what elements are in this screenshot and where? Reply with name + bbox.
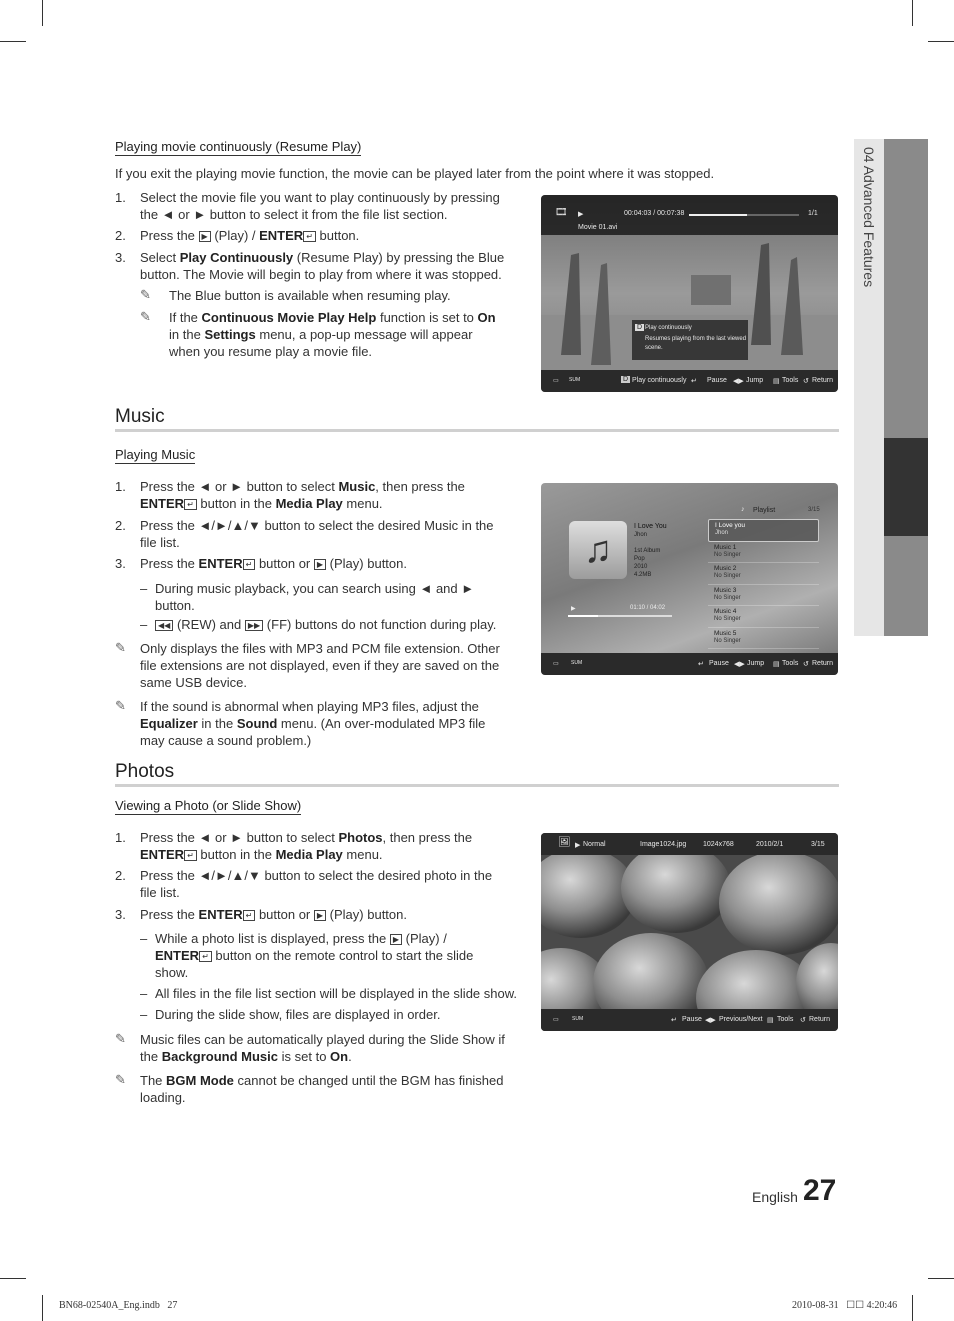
text: Press the ◄/►/▲/▼ button to select the desired Music in the bbox=[140, 518, 494, 533]
text: Play Continuously bbox=[179, 250, 294, 265]
text: (Play) button. bbox=[329, 907, 407, 922]
text: may cause a sound problem.) bbox=[140, 733, 312, 748]
text: loading. bbox=[140, 1090, 186, 1105]
song-size: 4.2MB bbox=[634, 572, 652, 578]
text: show. bbox=[155, 965, 189, 980]
sum-label: SUM bbox=[571, 660, 583, 666]
music-note-icon: ♫ bbox=[569, 521, 627, 579]
dash: – bbox=[140, 931, 148, 946]
language-label: English bbox=[752, 1189, 798, 1205]
sum-label: SUM bbox=[572, 1016, 584, 1022]
text: The bbox=[140, 1073, 163, 1088]
side-tab-block bbox=[884, 139, 928, 438]
playlist-item-singer: No Singer bbox=[714, 594, 741, 601]
crop-mark bbox=[928, 1278, 954, 1279]
dash-text bbox=[155, 616, 496, 633]
song-year: 2010 bbox=[634, 564, 648, 570]
music-progress bbox=[568, 615, 672, 617]
section-heading: Playing movie continuously (Resume Play) bbox=[115, 139, 362, 154]
note-icon: ✎ bbox=[115, 1031, 126, 1046]
tools-hint: Tools bbox=[782, 377, 799, 384]
arrows-icon: ◀▶ bbox=[734, 661, 745, 668]
play-icon: ▶ bbox=[571, 606, 576, 612]
text: menu. bbox=[346, 496, 383, 511]
movie-filename: Movie 01.avi bbox=[578, 224, 618, 231]
jump-hint: Jump bbox=[746, 377, 764, 384]
resume-popup bbox=[632, 320, 748, 360]
music-title: Music bbox=[115, 406, 165, 427]
text: On bbox=[477, 310, 496, 325]
dash-text bbox=[155, 580, 474, 614]
song-genre: Pop bbox=[634, 556, 645, 562]
rew-icon: ◀◀ bbox=[155, 620, 173, 631]
text: Media Play bbox=[275, 847, 343, 862]
step-number: 1. bbox=[115, 479, 126, 494]
return-hint: Return bbox=[812, 660, 834, 667]
date-footer: 2010-08-31 ☐☐ 4:20:46 bbox=[792, 1300, 898, 1311]
movie-progress bbox=[689, 214, 799, 216]
text: Select bbox=[140, 250, 177, 265]
tools-hint: Tools bbox=[782, 660, 799, 667]
tools-hint: Tools bbox=[777, 1016, 794, 1023]
text: Music files can be automatically played during the Slide Show if bbox=[140, 1032, 505, 1047]
song-artist: Jhon bbox=[634, 532, 648, 538]
text: button or bbox=[258, 907, 311, 922]
photo-screenshot bbox=[541, 833, 838, 1031]
text: On bbox=[330, 1049, 349, 1064]
playlist-item-singer: No Singer bbox=[714, 573, 741, 579]
arrows-icon: ◀▶ bbox=[705, 1017, 716, 1024]
step-text bbox=[140, 555, 407, 572]
movie-count: 1/1 bbox=[808, 210, 818, 217]
enter-icon: ↵ bbox=[243, 559, 256, 570]
crop-mark bbox=[0, 41, 26, 42]
view-mode: Normal bbox=[583, 841, 606, 848]
photo-resolution: 1024x768 bbox=[703, 841, 734, 848]
page-number: 27 bbox=[803, 1174, 837, 1207]
crop-mark bbox=[928, 41, 954, 42]
step-text bbox=[140, 829, 472, 863]
tools-icon: ▤ bbox=[773, 378, 780, 385]
text: Press the ◄/►/▲/▼ button to select the desired photo in the bbox=[140, 868, 493, 883]
divider bbox=[115, 429, 839, 432]
tools-icon: ▤ bbox=[767, 1017, 774, 1024]
arrows-icon: ◀▶ bbox=[733, 378, 744, 385]
text: , then press the bbox=[375, 479, 465, 494]
text: Settings bbox=[204, 327, 256, 342]
step-number: 2. bbox=[115, 868, 126, 883]
divider bbox=[115, 784, 839, 787]
dash-text: All files in the file list section will be displayed in the slide show. bbox=[155, 986, 518, 1001]
enter-icon: ↵ bbox=[199, 951, 212, 962]
play-continuously-hint: Play continuously bbox=[632, 377, 687, 384]
song-title: I Love You bbox=[634, 523, 667, 530]
step-text bbox=[140, 867, 492, 901]
play-icon: ▶ bbox=[314, 559, 326, 570]
movie-screenshot bbox=[541, 195, 838, 392]
popup-title: Play continuously bbox=[645, 325, 692, 331]
pause-hint: Pause bbox=[707, 377, 727, 384]
text: button on the remote control to start the slide bbox=[215, 948, 474, 963]
text: (FF) buttons do not function during play. bbox=[266, 617, 497, 632]
text: when you resume play a movie file. bbox=[169, 344, 373, 359]
sum-label: SUM bbox=[569, 377, 581, 383]
text: (Play) button. bbox=[329, 556, 407, 571]
text: BGM Mode bbox=[166, 1073, 234, 1088]
apples-image bbox=[541, 833, 838, 1031]
text: button. bbox=[155, 598, 195, 613]
music-screenshot bbox=[541, 483, 838, 675]
playlist-item[interactable] bbox=[708, 606, 819, 628]
side-tab-block-active bbox=[884, 438, 928, 536]
movie-icon: 🎞 bbox=[555, 207, 568, 218]
playlist-item-title: Music 5 bbox=[714, 629, 737, 637]
usb-icon: ▭ bbox=[553, 378, 559, 384]
step-number: 3. bbox=[115, 250, 126, 265]
crop-mark bbox=[0, 1278, 26, 1279]
playlist-label: Playlist bbox=[753, 507, 776, 514]
note-icon: ✎ bbox=[115, 640, 126, 655]
playlist-item-singer: No Singer bbox=[714, 551, 741, 558]
chapter-label: 04 Advanced Features bbox=[861, 147, 877, 288]
section-heading: Viewing a Photo (or Slide Show) bbox=[115, 798, 302, 813]
play-icon: ▶ bbox=[578, 211, 584, 218]
section-heading: Playing Music bbox=[115, 447, 196, 462]
text: file extensions are not displayed, even if they are saved on the bbox=[140, 658, 500, 673]
return-icon: ↺ bbox=[803, 661, 809, 668]
playlist-item[interactable] bbox=[708, 563, 819, 585]
popup-text: scene. bbox=[645, 345, 663, 351]
text: Press the bbox=[140, 228, 195, 243]
crop-mark bbox=[912, 0, 913, 26]
text: is set to bbox=[281, 1049, 327, 1064]
play-icon: ▶ bbox=[199, 231, 211, 242]
step-number: 3. bbox=[115, 907, 126, 922]
note-text bbox=[140, 1072, 504, 1106]
file-footer: BN68-02540A_Eng.indb 27 bbox=[59, 1300, 178, 1311]
playlist-item-singer: No Singer bbox=[714, 616, 741, 622]
ff-icon: ▶▶ bbox=[245, 620, 263, 631]
dash: – bbox=[140, 986, 148, 1001]
text: Music bbox=[338, 479, 376, 494]
intro-text: If you exit the playing movie function, the movie can be played later from the point where it was stopped. bbox=[115, 166, 715, 181]
return-icon: ↺ bbox=[800, 1017, 806, 1024]
step-text bbox=[140, 517, 494, 551]
playlist-item-title: Music 1 bbox=[714, 543, 737, 551]
progress-fill bbox=[689, 214, 747, 216]
play-icon: ▶ bbox=[390, 934, 402, 945]
text: Equalizer bbox=[140, 716, 198, 731]
step-text bbox=[140, 478, 465, 512]
note-icon: ✎ bbox=[140, 309, 151, 324]
step-number: 3. bbox=[115, 556, 126, 571]
step-text bbox=[140, 249, 504, 283]
step-number: 2. bbox=[115, 518, 126, 533]
playlist bbox=[708, 519, 819, 649]
text: If the sound is abnormal when playing MP3 files, adjust the bbox=[140, 699, 479, 714]
crop-mark bbox=[912, 1295, 913, 1321]
text: Select the movie file you want to play continuously by pressing bbox=[140, 190, 500, 205]
step-text bbox=[140, 227, 359, 244]
step-text bbox=[140, 189, 500, 223]
text: Background Music bbox=[161, 1049, 278, 1064]
text: button. The Movie will begin to play from where it was stopped. bbox=[140, 267, 502, 282]
text: file list. bbox=[140, 885, 180, 900]
crop-mark bbox=[42, 1295, 43, 1321]
play-icon: ▶ bbox=[575, 842, 581, 849]
text: menu, a pop-up message will appear bbox=[259, 327, 473, 342]
step-number: 1. bbox=[115, 190, 126, 205]
note-icon: ✎ bbox=[115, 698, 126, 713]
note-text: The Blue button is available when resuming play. bbox=[169, 288, 451, 303]
text: in the bbox=[201, 716, 234, 731]
enter-label: ENTER bbox=[198, 907, 243, 922]
return-icon: ↺ bbox=[803, 378, 809, 385]
text: file list. bbox=[140, 535, 180, 550]
playlist-item-title: I Love you bbox=[715, 522, 745, 529]
dash: – bbox=[140, 581, 148, 596]
enter-icon: ↵ bbox=[303, 231, 316, 242]
text: While a photo list is displayed, press the bbox=[155, 931, 387, 946]
enter-icon: ↵ bbox=[671, 1017, 677, 1024]
side-tab-block bbox=[884, 536, 928, 636]
text: Photos bbox=[338, 830, 383, 845]
enter-label: ENTER bbox=[155, 948, 200, 963]
return-hint: Return bbox=[809, 1016, 831, 1023]
text: menu. (An over-modulated MP3 file bbox=[280, 716, 486, 731]
step-number: 1. bbox=[115, 830, 126, 845]
dash: – bbox=[140, 617, 148, 632]
photos-title: Photos bbox=[115, 761, 175, 782]
text: Only displays the files with MP3 and PCM file extension. Other bbox=[140, 641, 500, 656]
note-icon: ✎ bbox=[140, 287, 151, 302]
dash-text bbox=[155, 930, 473, 981]
photo-top-bar bbox=[541, 833, 838, 855]
photo-count: 3/15 bbox=[811, 841, 825, 848]
text: During music playback, you can search using ◄ and ► bbox=[155, 581, 475, 596]
popup-text: Resumes playing from the last viewed bbox=[645, 336, 747, 342]
play-icon: ▶ bbox=[314, 910, 326, 921]
note-icon: ✎ bbox=[115, 1072, 126, 1087]
note-text bbox=[140, 698, 485, 749]
enter-label: ENTER bbox=[140, 496, 185, 511]
photo-date: 2010/2/1 bbox=[756, 841, 784, 848]
playlist-item[interactable] bbox=[708, 585, 819, 607]
tools-icon: ▤ bbox=[773, 661, 780, 668]
enter-icon: ↵ bbox=[184, 850, 197, 861]
text: Continuous Movie Play Help bbox=[201, 310, 377, 325]
pause-hint: Pause bbox=[682, 1016, 702, 1023]
enter-icon: ↵ bbox=[691, 378, 697, 385]
usb-icon: ▭ bbox=[553, 1017, 559, 1023]
progress-fill bbox=[568, 615, 598, 617]
note-text bbox=[169, 309, 496, 360]
song-album: 1st Album bbox=[634, 548, 661, 554]
text: (Play) / bbox=[214, 228, 256, 243]
text: button in the bbox=[200, 847, 272, 862]
enter-label: ENTER bbox=[259, 228, 304, 243]
text: button. bbox=[319, 228, 360, 243]
text: function is set to bbox=[379, 310, 474, 325]
text: (Play) / bbox=[405, 931, 447, 946]
music-time: 01:10 / 04:02 bbox=[630, 605, 666, 611]
playlist-item-title: Music 3 bbox=[714, 586, 737, 594]
movie-time: 00:04:03 / 00:07:38 bbox=[624, 210, 685, 217]
text: Press the ◄ or ► button to select bbox=[140, 830, 335, 845]
enter-icon: ↵ bbox=[243, 910, 256, 921]
movie-bottom-bar bbox=[541, 370, 838, 392]
usb-icon: ▭ bbox=[553, 661, 559, 667]
photo-bottom-bar bbox=[541, 1009, 838, 1031]
text: Press the bbox=[140, 907, 195, 922]
playlist-item[interactable] bbox=[708, 542, 819, 564]
text: Media Play bbox=[275, 496, 343, 511]
jump-hint: Jump bbox=[747, 660, 765, 667]
text: the bbox=[140, 1049, 159, 1064]
enter-label: ENTER bbox=[140, 847, 185, 862]
playlist-item-title: Music 4 bbox=[714, 608, 737, 615]
enter-icon: ↵ bbox=[698, 661, 704, 668]
playlist-item-singer: Jhon bbox=[715, 530, 729, 536]
text: menu. bbox=[346, 847, 383, 862]
dash-text: During the slide show, files are displayed in order. bbox=[155, 1007, 441, 1022]
d-button-icon: D bbox=[637, 324, 643, 331]
photo-icon: 🖼 bbox=[558, 837, 571, 848]
text: (REW) and bbox=[176, 617, 242, 632]
playlist-item-singer: No Singer bbox=[714, 637, 741, 644]
enter-label: ENTER bbox=[198, 556, 243, 571]
text: Sound bbox=[236, 716, 278, 731]
playlist-icon: ♪ bbox=[741, 506, 745, 513]
note-text bbox=[140, 640, 500, 691]
text: cannot be changed until the BGM has finished bbox=[237, 1073, 504, 1088]
text: in the bbox=[169, 327, 201, 342]
step-text bbox=[140, 906, 407, 923]
text: , then press the bbox=[382, 830, 473, 845]
playlist-item[interactable] bbox=[708, 628, 819, 650]
text: . bbox=[348, 1049, 352, 1064]
return-hint: Return bbox=[812, 377, 834, 384]
playlist-item-title: Music 2 bbox=[714, 565, 737, 572]
text: button in the bbox=[200, 496, 272, 511]
enter-icon: ↵ bbox=[184, 499, 197, 510]
d-button-icon: D bbox=[623, 376, 629, 383]
text: Press the ◄ or ► button to select bbox=[140, 479, 335, 494]
text: If the bbox=[169, 310, 198, 325]
crop-mark bbox=[42, 0, 43, 26]
playlist-count: 3/15 bbox=[808, 507, 820, 513]
note-text bbox=[140, 1031, 505, 1065]
text: (Resume Play) by pressing the Blue bbox=[296, 250, 505, 265]
text: Press the bbox=[140, 556, 195, 571]
photo-filename: Image1024.jpg bbox=[640, 841, 687, 848]
pause-hint: Pause bbox=[709, 660, 729, 667]
text: the ◄ or ► button to select it from the file list section. bbox=[140, 207, 448, 222]
music-bottom-bar bbox=[541, 653, 838, 675]
dash: – bbox=[140, 1007, 148, 1022]
text: button or bbox=[258, 556, 311, 571]
previous-next-hint: Previous/Next bbox=[719, 1016, 763, 1023]
text: same USB device. bbox=[140, 675, 247, 690]
playlist-item-selected[interactable] bbox=[708, 519, 819, 542]
step-number: 2. bbox=[115, 228, 126, 243]
